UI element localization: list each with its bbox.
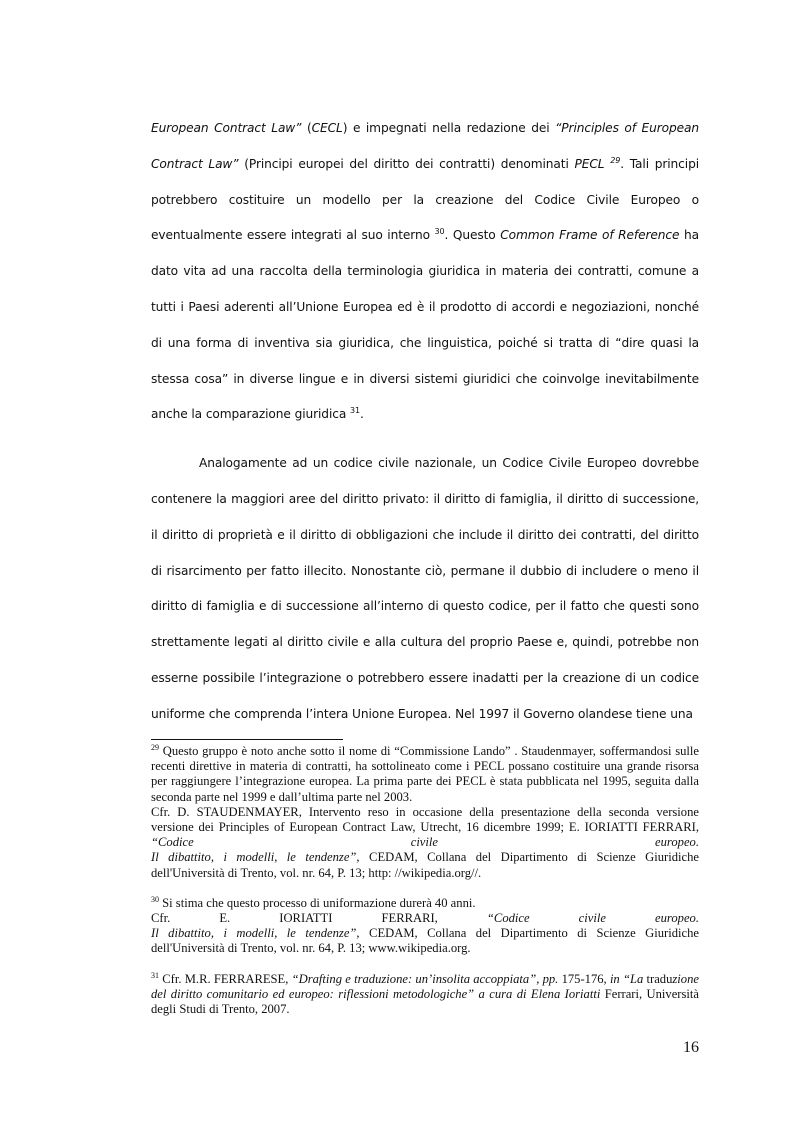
text-run: in “La bbox=[609, 971, 644, 986]
footnote-29 bbox=[151, 744, 699, 881]
text-run: . bbox=[359, 407, 364, 422]
footnote-ref-29[interactable] bbox=[610, 156, 620, 165]
text-run: “Codice civile europeo. bbox=[486, 911, 699, 926]
footnote-citation-cont bbox=[151, 850, 699, 880]
footnote-text bbox=[151, 744, 699, 805]
text-run: Cfr. D. STAUDENMAYER, Intervento reso in occasione della presentazione della seconda versione versione dei Principles of European Contract Law, Utrecht, 16 dicembre 1999; E. IORIATTI FERRARI, bbox=[151, 804, 699, 835]
footnote-citation bbox=[151, 911, 699, 926]
footnote-ref-31[interactable]: 31 bbox=[349, 406, 360, 416]
footnote-citation bbox=[151, 805, 699, 851]
text-run: Il dibattito, i modelli, le tendenze”, bbox=[151, 850, 360, 865]
footnote-text bbox=[151, 972, 699, 1018]
text-run: tradu bbox=[643, 971, 673, 986]
footnote-number: 30 bbox=[151, 894, 159, 904]
text-run: Il dibattito, i modelli, le tendenze”, bbox=[151, 926, 360, 941]
text-run: (Principi europei del diritto dei contratti) denominati bbox=[238, 156, 575, 171]
text-run: Cfr. M.R. FERRARESE, bbox=[159, 971, 292, 986]
text-run: Questo gruppo è noto anche sotto il nome di “Commissione Lando” . Staudenmayer, soffermandosi sulle recenti direttive in materia di contratti, ha sottolineato come i PECL possano costituire una grande risorsa per raggiungere l’integrazione europea. La prima parte dei PECL è stata pubblicata nel 1995, seguita dalla seconda parte nel 1999 e dall’ultima parte nel 2003. bbox=[151, 744, 699, 804]
text-run: . Questo bbox=[444, 228, 501, 243]
text-run: ha dato vita ad una raccolta della terminologia giuridica in materia dei contratti, comune a tutti i Paesi aderenti all’Unione Europea ed è il prodotto di accordi e negoziazioni, nonché di una forma di inventiva sia giuridica, che linguistica, poiché si tratta di “dire quasi la stessa cosa” in diverse lingue e in diversi sistemi giuridici che coinvolge inevitabilmente anche la comparazione giuridica bbox=[151, 228, 699, 422]
text-run: Cfr. E. IORIATTI FERRARI, bbox=[151, 911, 487, 926]
text-run: Ferrari, Università degli Studi di Trento, 2007. bbox=[151, 986, 699, 1017]
text-run: Si stima che questo processo di uniformazione durerà 40 anni. bbox=[159, 895, 476, 910]
text-run: CEDAM, Collana del Dipartimento di Scienze Giuridiche dell'Università di Trento, vol. nr. 64, P. 13; www.wikipedia.org. bbox=[151, 926, 699, 956]
text-run: CECL bbox=[311, 121, 343, 135]
text-run: Common Frame of Reference bbox=[500, 228, 680, 243]
text-run: PECL bbox=[574, 156, 605, 171]
text-run: “Codice civile europeo. bbox=[151, 835, 699, 850]
text-run: “Drafting e traduzione: un’insolita accoppiata”, pp. bbox=[291, 971, 559, 986]
text-run: CEDAM, Collana del Dipartimento di Scienze Giuridiche dell'Università di Trento, vol. nr. 64, P. 13; http: //wikipedia.org//. bbox=[151, 850, 699, 880]
page-number: 16 bbox=[683, 1039, 699, 1056]
text-run: zione del diritto comunitario ed europeo: riflessioni metodologiche” a cura di Elena Ioriatti bbox=[151, 971, 699, 1001]
footnote-citation-cont bbox=[151, 926, 699, 956]
paragraph-2: Analogamente ad un codice civile nazionale, un Codice Civile Europeo dovrebbe contenere la maggiori aree del diritto privato: il diritto di famiglia, il diritto di successione, il diritto di proprietà e il diritto di obbligazioni che include il diritto dei contratti, del diritto di risarcimento per fatto illecito. Nonostante ciò, permane il dubbio di includere o meno il diritto di famiglia e di successione all’interno di questo codice, per il fatto che questi sono strettamente legati al diritto civile e alla cultura del proprio Paese e, quindi, potrebbe non esserne possibile l’integrazione o potrebbero essere inadatti per la creazione di un codice uniforme che comprenda l’intera Unione Europea. Nel 1997 il Governo olandese tiene una bbox=[151, 456, 699, 721]
footnote-31 bbox=[151, 972, 699, 1018]
footnote-number: 31 bbox=[151, 970, 159, 980]
footnote-separator bbox=[151, 739, 343, 740]
footnotes bbox=[151, 744, 699, 1032]
paragraph-1 bbox=[151, 111, 699, 433]
footnote-number: 29 bbox=[151, 742, 159, 752]
text-run: European Contract Law” bbox=[151, 121, 302, 135]
text-run: 175-176, bbox=[558, 971, 610, 986]
footnote-ref-number: 29 bbox=[610, 155, 621, 165]
footnote-text bbox=[151, 896, 699, 911]
text-run: ) e impegnati nella redazione dei bbox=[342, 121, 556, 135]
text-run: . Tali principi potrebbero costituire un modello per la creazione del Codice Civile Europeo o eventualmente essere integrati al suo interno bbox=[151, 156, 699, 243]
text-run: ( bbox=[301, 121, 312, 135]
text-run: “Principles of European Contract Law” bbox=[151, 121, 699, 171]
main-text bbox=[151, 111, 699, 733]
footnote-30 bbox=[151, 896, 699, 957]
footnote-ref-30[interactable]: 30 bbox=[434, 227, 445, 237]
